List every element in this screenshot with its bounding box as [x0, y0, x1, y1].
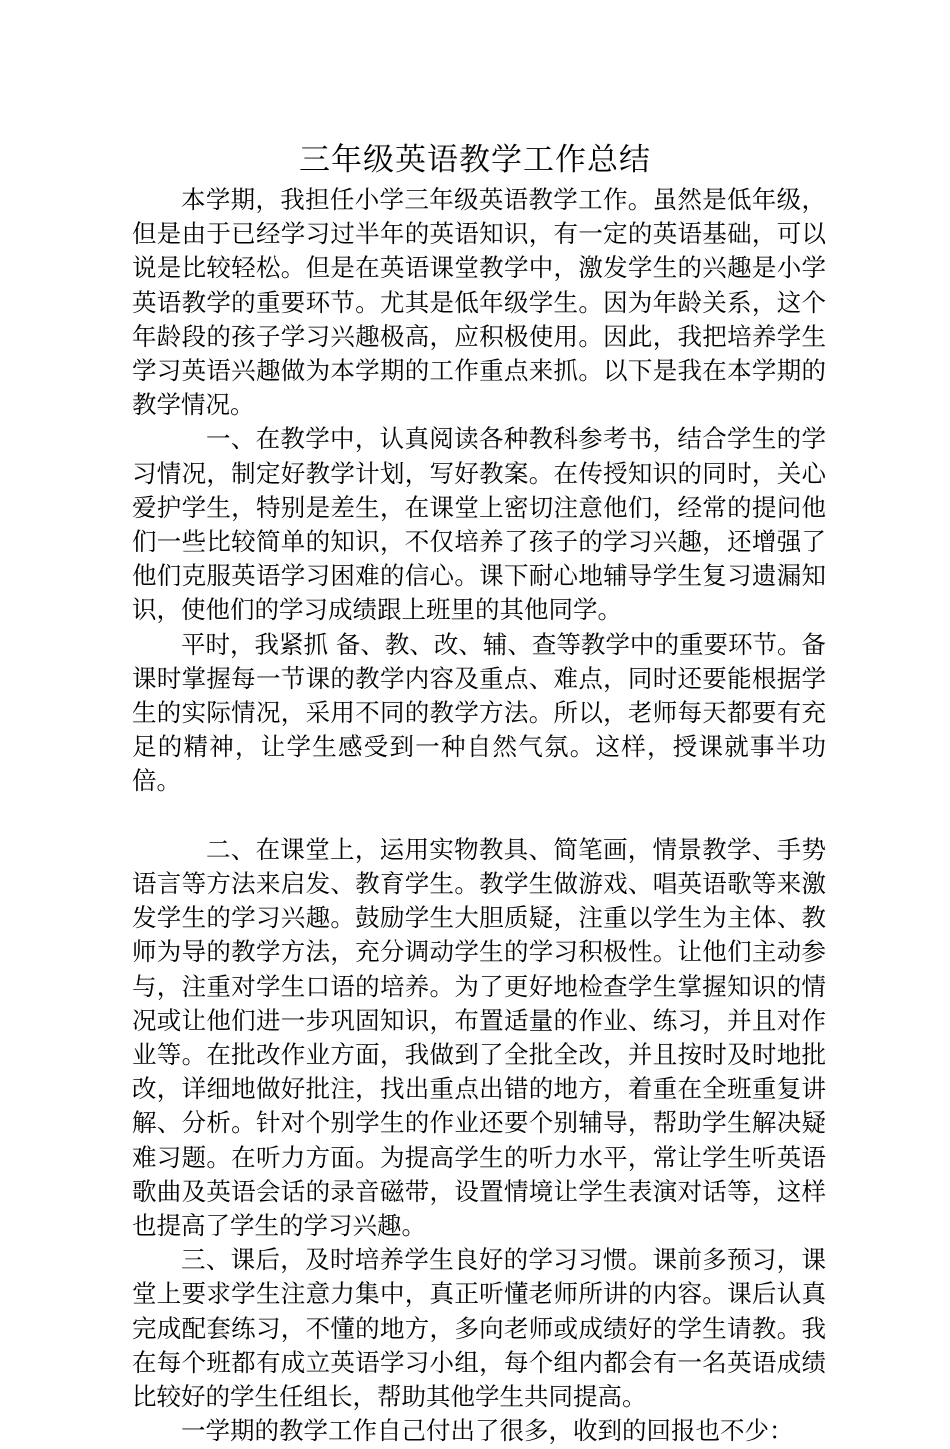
- paragraph-section-three: 三、课后，及时培养学生良好的学习习惯。课前多预习，课堂上要求学生注意力集中，真正听懂老师所讲的内容。课后认真完成配套练习，不懂的地方，多向老师或成绩好的学生请教。我在每个班都有成立英语学习小组，每个组内都会有一名英语成绩比较好的学生任组长，帮助其他学生共同提高。: [132, 1245, 826, 1412]
- document-body: [132, 183, 826, 1449]
- paragraph-closing: 一学期的教学工作自己付出了很多，收到的回报也不少：: [181, 1416, 794, 1446]
- paragraph-intro: 本学期，我担任小学三年级英语教学工作。虽然是低年级，但是由于已经学习过半年的英语知识，有一定的英语基础，可以说是比较轻松。但是在英语课堂教学中，激发学生的兴趣是小学英语教学的重要环节。尤其是低年级学生。因为年龄关系，这个年龄段的孩子学习兴趣极高，应积极使用。因此，我把培养学生学习英语兴趣做为本学期的工作重点来抓。以下是我在本学期的教学情况。: [132, 185, 826, 420]
- paragraph-section-one: 一、在教学中，认真阅读各种教科参考书，结合学生的学习情况，制定好教学计划，写好教案。在传授知识的同时，关心爱护学生，特别是差生，在课堂上密切注意他们，经常的提问他们一些比较简单的知识，不仅培养了孩子的学习兴趣，还增强了他们克服英语学习困难的信心。课下耐心地辅导学生复习遗漏知识，使他们的学习成绩跟上班里的其他同学。: [132, 424, 826, 625]
- paragraph-section-two: 二、在课堂上，运用实物教具、简笔画，情景教学、手势语言等方法来启发、教育学生。教学生做游戏、唱英语歌等来激发学生的学习兴趣。鼓励学生大胆质疑，注重以学生为主体、教师为导的教学方法，充分调动学生的学习积极性。让他们主动参与，注重对学生口语的培养。为了更好地检查学生掌握知识的情况或让他们进一步巩固知识，布置适量的作业、练习，并且对作业等。在批改作业方面，我做到了全批全改，并且按时及时地批改，详细地做好批注，找出重点出错的地方，着重在全班重复讲解、分析。针对个别学生的作业还要个别辅导，帮助学生解决疑难习题。在听力方面。为提高学生的听力水平，常让学生听英语歌曲及英语会话的录音磁带，设置情境让学生表演对话等，这样也提高了学生的学习兴趣。: [132, 834, 826, 1241]
- blank-line: [132, 799, 826, 833]
- document-title: 三年级英语教学工作总结: [299, 142, 651, 178]
- paragraph-daily-routine: 平时，我紧抓 备、教、改、辅、查等教学中的重要环节。备课时掌握每一节课的教学内容及重点、难点，同时还要能根据学生的实际情况，采用不同的教学方法。所以，老师每天都要有充足的精神，让学生感受到一种自然气氛。这样，授课就事半功倍。: [132, 629, 826, 796]
